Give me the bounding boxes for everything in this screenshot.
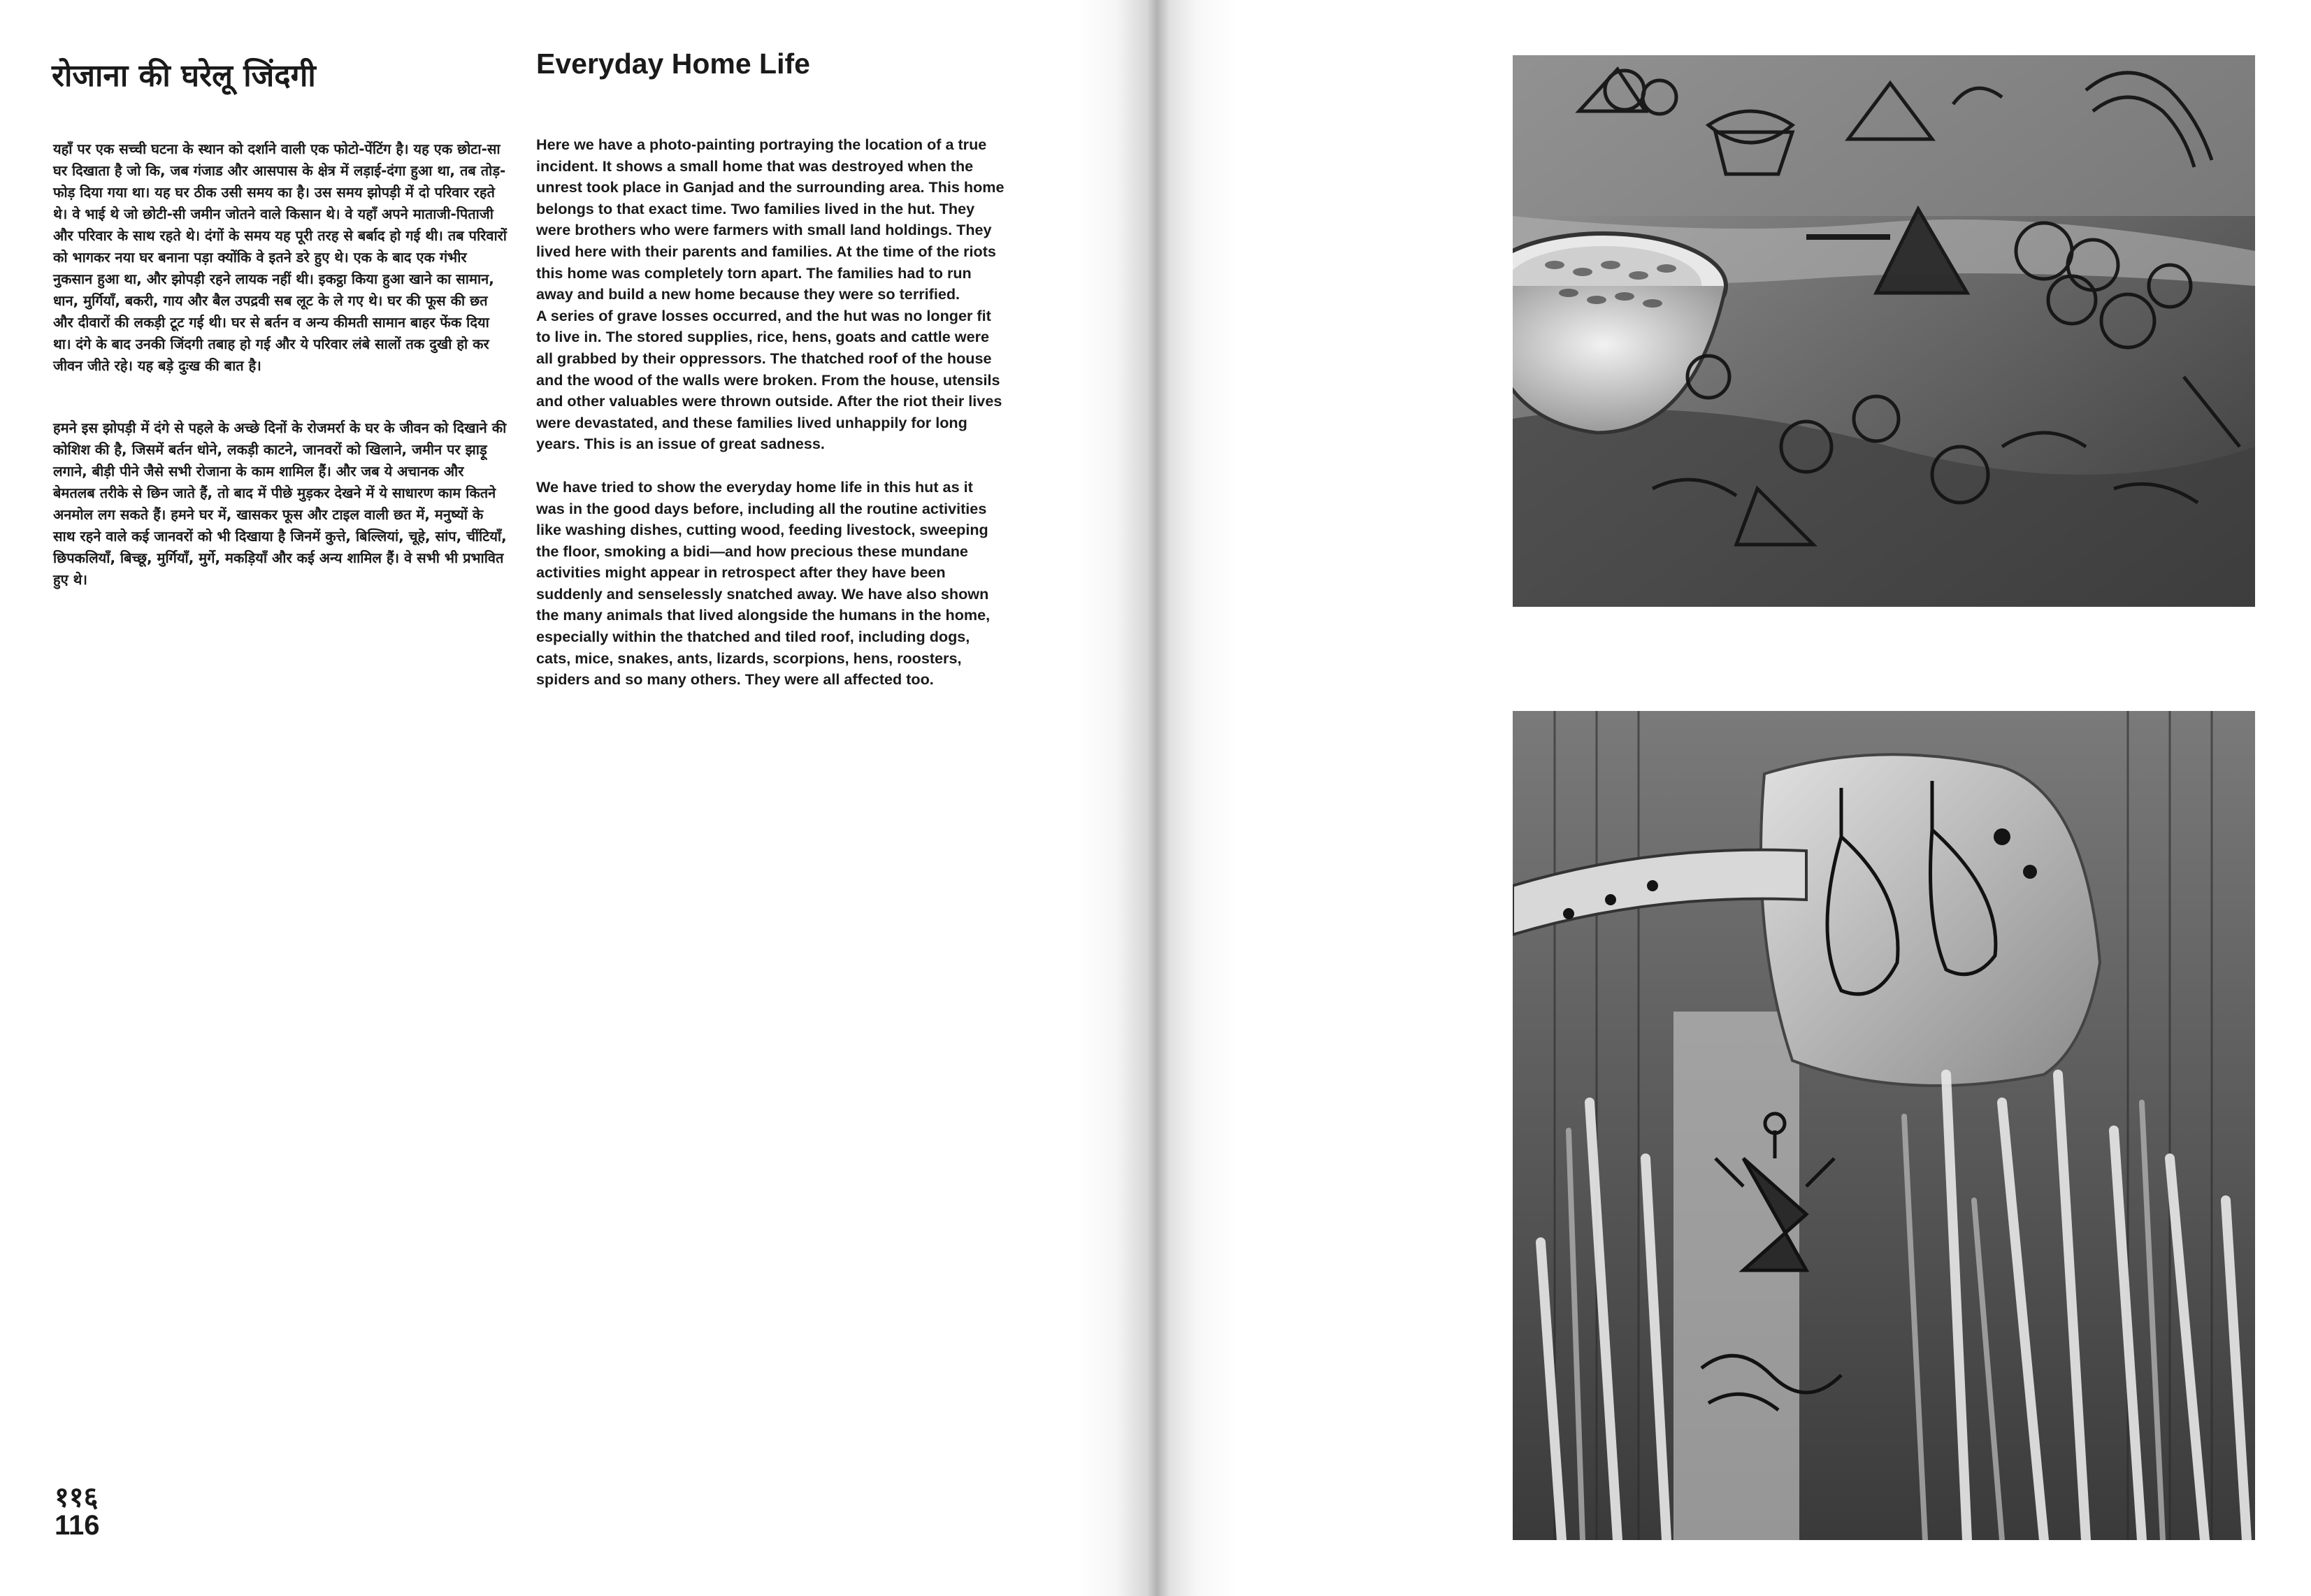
english-title: Everyday Home Life [536,48,810,80]
hindi-title: रोजाना की घरेलू जिंदगी [52,58,316,94]
hindi-paragraph-1: यहाँ पर एक सच्ची घटना के स्थान को दर्शाने वाली एक फोटो-पेंटिंग है। यह एक छोटा-सा घर दिखाता है जो कि, जब गंजाड और आसपास के क्षेत्र में लड़ाई-दंगा हुआ था, तब तोड़-फोड़ दिया गया था। यह घर ठीक उसी समय का है। उस समय झोपड़ी में दो परिवार रहते थे। वे भाई थे जो छोटी-सी जमीन जोतने वाले किसान थे। वे यहाँ अपने माताजी-पिताजी और परिवार के साथ रहते थे। दंगों के समय यह पूरी तरह से बर्बाद हो गई थी। तब परिवारों को भागकर नया घर बनाना पड़ा क्योंकि वे इतने डरे हुए थे। एक के बाद एक गंभीर नुकसान हुआ था, और झोपड़ी रहने लायक नहीं थी। इकट्ठा किया हुआ खाने का सामान, धान, मुर्गियाँ, बकरी, गाय और बैल उपद्रवी सब लूट के ले गए थे। घर की फूस की छत और दीवारों की लकड़ी टूट गई थी। घर से बर्तन व अन्य कीमती सामान बाहर फेंक दिया था। दंगे के बाद उनकी जिंदगी तबाह हो गई और ये परिवार लंबे सालों तक दुखी हो कर जीवन जीते रहे। यह बड़े दुःख की बात है। [53,141,507,374]
photo-wall-image [1513,711,2255,1540]
page-number [55,1483,100,1539]
photo-painting-thatched-wall [1513,711,2255,1540]
english-paragraph-2: We have tried to show the everyday home life in this hut as it was in the good days before, including all the routine activities like washing dishes, cutting wood, feeding livestock, sweeping the floor, smoking a bidi—and how precious these mundane activities might appear in retrospect after they have been suddenly and senselessly snatched away. We have also shown the many animals that lived alongside the humans in the home, especially within the thatched and tiled roof, including dogs, cats, mice, snakes, ants, lizards, scorpions, hens, roosters, spiders and so many others. They were all affected too. [536,477,991,689]
page-number-devanagari: ११६ [55,1482,99,1513]
hindi-paragraph-2: हमने इस झोपड़ी में दंगे से पहले के अच्छे दिनों के रोजमर्रा के घर के जीवन को दिखाने की कोशिश की है, जिसमें बर्तन धोने, लकड़ी काटने, जानवरों को खिलाने, जमीन पर झाड़ू लगाने, बीड़ी पीने जैसे सभी रोजाना के काम शामिल हैं। और जब ये अचानक और बेमतलब तरीके से छिन जाते हैं, तो बाद में पीछे मुड़कर देखने में ये साधारण काम कितने अनमोल लग सकते हैं। हमने घर में, खासकर फूस और टाइल वाली छत में, मनुष्यों के साथ रहने वाले कई जानवरों को भी दिखाया है जिनमें कुत्ते, बिल्लियां, चूहे, सांप, चींटियाँ, छिपकलियाँ, बिच्छू, मुर्गियाँ, मुर्गे, मकड़ियाँ और कई अन्य शामिल हैं। वे सभी भी प्रभावित हुए थे। [53,419,507,588]
photo-floor-image [1513,55,2255,607]
english-text-column [536,134,1005,712]
photo-painting-floor [1513,55,2255,607]
english-paragraph-1: Here we have a photo-painting portraying the location of a true incident. It shows a small home that was destroyed when the unrest took place in Ganjad and the surrounding area. This home belongs to that exact time. Two families lived in the hut. They were brothers who were farmers with small land holdings. They lived here with their parents and families. At the time of the riots this home was completely torn apart. The families had to run away and build a new home because they were so terrified. A series of grave losses occurred, and the hut was no longer fit to live in. The stored supplies, rice, hens, goats and cattle were all grabbed by their oppressors. The thatched roof of the house and the wood of the walls were broken. From the house, utensils and other valuables were thrown outside. After the riot their lives were devastated, and these families lived unhappily for long years. This is an issue of great sadness. [536,136,1005,453]
page-number-arabic: 116 [55,1510,100,1541]
hindi-text-column [53,138,507,631]
